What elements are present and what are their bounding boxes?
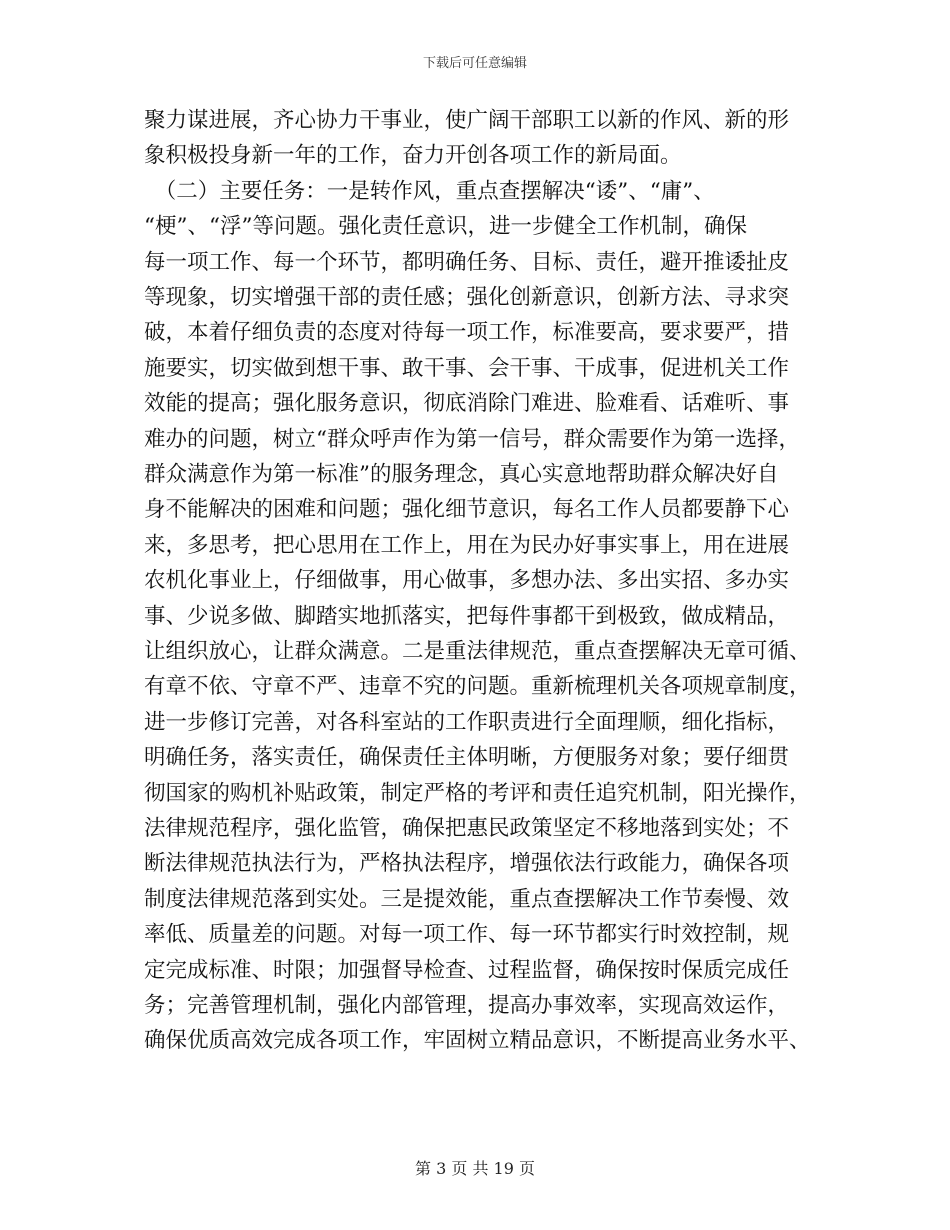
- text-line: 务；完善管理机制，强化内部管理，提高办事效率，实现高效运作，: [144, 993, 790, 1018]
- text-line: 断法律规范执法行为，严格执法程序，增强依法行政能力，确保各项: [144, 851, 790, 877]
- text-line: 制度法律规范落到实处。三是提效能，重点查摆解决工作节奏慢、效: [144, 886, 790, 912]
- text-line: 破，本着仔细负责的态度对待每一项工作，标准要高，要求要严，措: [144, 320, 790, 346]
- text-line: 等现象，切实增强干部的责任感；强化创新意识，创新方法、寻求突: [144, 285, 790, 310]
- text-line: 确保优质高效完成各项工作，牢固树立精品意识，不断提高业务水平、: [144, 1028, 811, 1054]
- text-line: 效能的提高；强化服务意识，彻底消除门难进、脸难看、话难听、事: [144, 391, 790, 417]
- page-footer: 第 3 页 共 19 页: [415, 1159, 535, 1178]
- text-line: 身不能解决的困难和问题；强化细节意识，每名工作人员都要静下心: [144, 497, 790, 523]
- text-line: 率低、质量差的问题。对每一项工作、每一环节都实行时效控制，规: [144, 922, 790, 948]
- text-line: 施要实，切实做到想干事、敢干事、会干事、干成事，促进机关工作: [144, 355, 790, 381]
- text-line: 进一步修订完善，对各科室站的工作职责进行全面理顺，细化指标，: [144, 709, 790, 735]
- text-line: 事、少说多做、脚踏实地抓落实，把每件事都干到极致，做成精品，: [144, 603, 790, 629]
- text-line: 群众满意作为第一标准”的服务理念，真心实意地帮助群众解决好自: [144, 462, 779, 487]
- text-line: （二）主要任务：一是转作风，重点查摆解决“诿”、“庸”、: [144, 178, 715, 204]
- text-line: 象积极投身新一年的工作，奋力开创各项工作的新局面。: [144, 143, 682, 169]
- text-line: 法律规范程序，强化监管，确保把惠民政策坚定不移地落到实处；不: [144, 816, 790, 841]
- text-line: 定完成标准、时限；加强督导检查、过程监督，确保按时保质完成任: [144, 957, 790, 983]
- text-line: 农机化事业上，仔细做事，用心做事，多想办法、多出实招、多办实: [144, 568, 790, 594]
- text-line: 有章不依、守章不严、违章不究的问题。重新梳理机关各项规章制度，: [144, 674, 811, 700]
- text-line: “梗”、“浮”等问题。强化责任意识，进一步健全工作机制，确保: [144, 214, 747, 240]
- text-line: 来，多思考，把心思用在工作上，用在为民办好事实事上，用在进展: [144, 532, 790, 558]
- text-line: 让组织放心，让群众满意。二是重法律规范，重点查摆解决无章可循、: [144, 639, 811, 664]
- text-line: 明确任务，落实责任，确保责任主体明晰，方便服务对象；要仔细贯: [144, 745, 790, 771]
- text-line: 每一项工作、每一个环节，都明确任务、目标、责任，避开推诿扯皮: [144, 249, 790, 275]
- text-line: 难办的问题，树立“群众呼声作为第一信号，群众需要作为第一选择，: [144, 426, 800, 452]
- page-header-note: 下载后可任意编辑: [422, 56, 527, 71]
- text-line: 彻国家的购机补贴政策，制定严格的考评和责任追究机制，阳光操作，: [144, 780, 811, 806]
- text-line: 聚力谋进展，齐心协力干事业，使广阔干部职工以新的作风、新的形: [144, 108, 790, 133]
